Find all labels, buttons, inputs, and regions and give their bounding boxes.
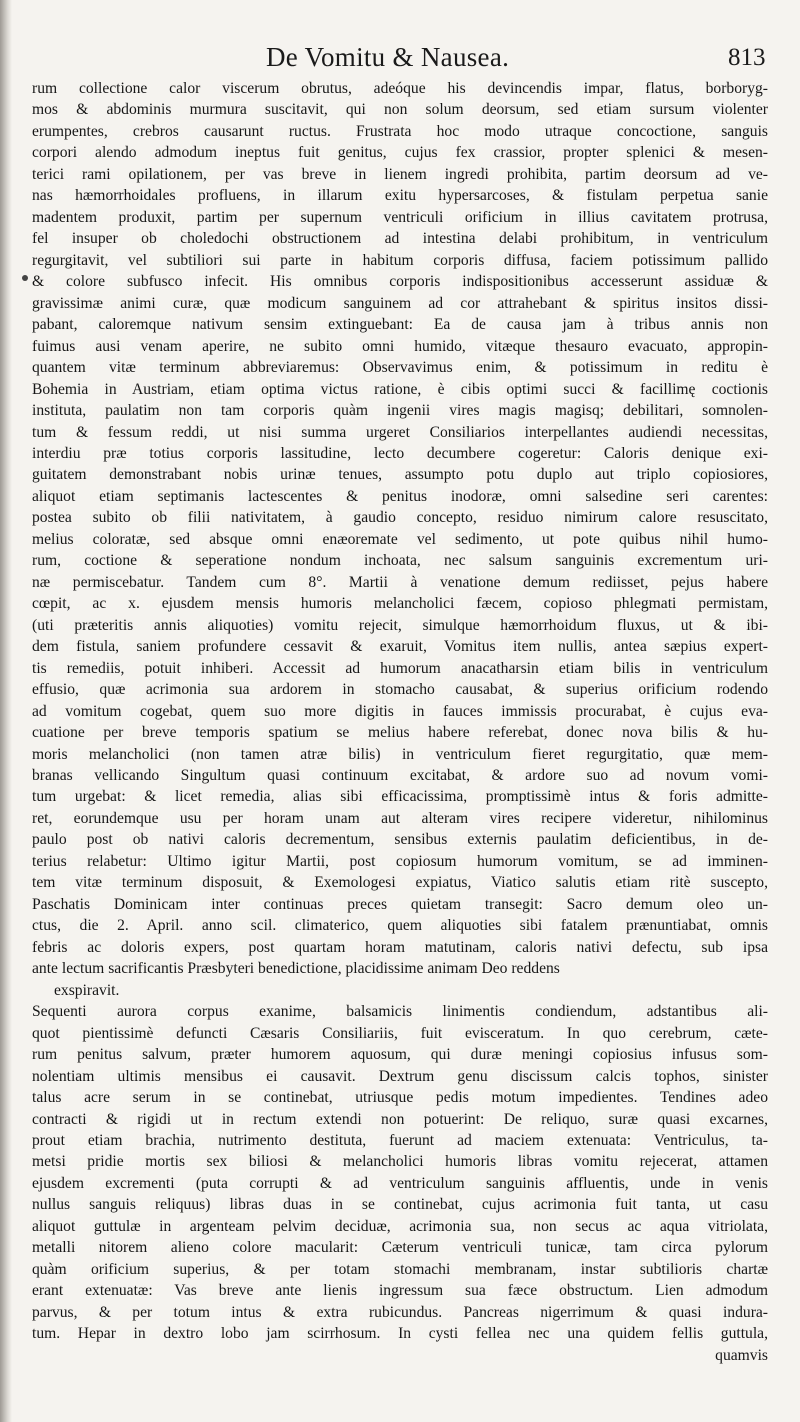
text-line: talus acre serum in se continebat, utriusque pedis motum impedientes. Tendines adeo <box>32 1089 768 1107</box>
body-text <box>32 78 768 1366</box>
text-line: aliquot etiam septimanis lactescentes & penitus inodoræ, omni salsedine seri carentes: <box>32 487 768 505</box>
text-line: cuatione per breve temporis spatium se melius habere referebat, donec nova bilis & hu- <box>32 724 768 742</box>
text-line: terici rami opilationem, per vas breve in lienem ingredi prohibita, partim deorsum ad ve- <box>32 165 768 183</box>
text-line: tem vitæ terminum disposuit, & Exemologesi expiatus, Viatico salutis etiam ritè suscepto, <box>32 874 768 892</box>
text-line: tum urgebat: & licet remedia, alias sibi efficacissima, promptissimè intus & foris admitte- <box>32 788 768 806</box>
text-line: ret, eorundemque usu per horam unam aut alteram vires recipere videretur, nihilominus <box>32 809 768 827</box>
text-line: (uti præteritis annis aliquoties) vomitu rejecit, simulque hæmorrhoidum fluxus, ut & ibi- <box>32 616 768 634</box>
text-line: febris ac doloris expers, post quartam horam matutinam, caloris nativi defectu, sub ipsa <box>32 938 768 956</box>
page-header <box>0 40 800 80</box>
text-line: erant extenuatæ: Vas breve ante lienis ingressum sua fæce obstructum. Lien admodum <box>32 1282 768 1300</box>
text-line: ad vomitum cogebat, quem suo more digitis in fauces immissis procurabat, è cujus eva- <box>32 702 768 720</box>
text-line: & colore subfusco infecit. His omnibus corporis indispositionibus accesserunt assiduæ & <box>32 273 768 291</box>
text-line: fuimus ausi venam aperire, ne subito omni humido, vitæque thesauro evacuato, appropin- <box>32 337 768 355</box>
text-line: interdiu præ totius corporis lassitudine, lecto decumbere cogeretur: Caloris denique exi- <box>32 444 768 462</box>
text-line: quantem vitæ terminum abbreviaremus: Observavimus enim, & potissimum in reditu è <box>32 359 768 377</box>
text-line: ctus, die 2. April. anno scil. climaterico, quem aliquoties sibi fatalem prænuntiabat, omnis <box>32 917 768 935</box>
text-line: contracti & rigidi ut in rectum extendi non potuerint: De reliquo, suræ quasi excarnes, <box>32 1110 768 1128</box>
text-line: gravissimæ animi curæ, quæ modicum sanguinem ad cor attrahebant & spiritus insitos dissi- <box>32 294 768 312</box>
text-line: Bohemia in Austriam, etiam optima victus ratione, è cibis optimi succi & facillimę coctionis <box>32 380 768 398</box>
text-line: quàm orificium superius, & per totam stomachi membranam, instar subtilioris chartæ <box>32 1260 768 1278</box>
text-line: regurgitavit, vel subtiliori sui parte in habitum corporis diffusa, faciem potissimum pallido <box>32 251 768 269</box>
text-line: rum, coctione & seperatione nondum inchoata, nec salsum sanguinis excrementum uri- <box>32 552 768 570</box>
text-line: metsi pridie mortis sex biliosi & melancholici humoris libras vomitu rejecerat, attamen <box>32 1153 768 1171</box>
text-line: ejusdem excrementi (puta corrupti & ad ventriculum sanguinis affluentis, unde in venis <box>32 1174 768 1192</box>
text-line: parvus, & per totum intus & extra rubicundus. Pancreas nigerrimum & quasi indura- <box>32 1303 768 1321</box>
text-line: guitatem demonstrabant nobis urinæ tenues, assumpto potu duplo aut triplo copiosiores, <box>32 466 768 484</box>
text-line: postea subito ob filii nativitatem, à gaudio concepto, residuo nimirum calore resuscitato, <box>32 509 768 527</box>
text-line: næ permiscebatur. Tandem cum 8°. Martii à venatione demum rediisset, pejus habere <box>32 573 768 591</box>
text-line: aliquot guttulæ in argenteam pelvim deciduæ, acrimonia sua, non secus ac aqua vitriolata, <box>32 1217 768 1235</box>
text-line: melius coloratæ, sed absque omni enæoremate vel sedimento, ut pote quibus nihil humo- <box>32 530 768 548</box>
text-line: cœpit, ac x. ejusdem mensis humoris melancholici fæcem, copioso phlegmati permistam, <box>32 595 768 613</box>
text-line: tum & fessum reddi, ut nisi summa urgeret Consiliarios interpellantes audiendi necessitas, <box>32 423 768 441</box>
text-line: quot pientissimè defuncti Cæsaris Consiliariis, fuit evisceratum. In quo cerebrum, cæte- <box>32 1024 768 1042</box>
text-line: nullus sanguis reliquus) libras duas in se continebat, cujus acrimonia fuit tanta, ut casu <box>32 1196 768 1214</box>
text-line: effusio, quæ acrimonia sua ardorem in stomacho causabat, & superius orificium rodendo <box>32 681 768 699</box>
text-line: prout etiam brachia, nutrimento destituta, fuerunt ad maciem extenuata: Ventriculus, ta- <box>32 1131 768 1149</box>
text-line: rum collectione calor viscerum obrutus, adeóque his devincendis impar, flatus, borboryg- <box>32 80 768 97</box>
text-line: Paschatis Dominicam inter continuas preces quietam transegit: Sacro demum oleo un- <box>32 895 768 913</box>
text-line: tis remediis, potuit inhiberi. Accessit ad humorum anacatharsin etiam bilis in ventriculum <box>32 659 768 677</box>
running-head: De Vomitu & Nausea. <box>266 42 510 72</box>
text-line: dem fistula, saniem profundere cessavit & exaruit, Vomitus item nullis, antea sæpius expert- <box>32 638 768 656</box>
text-line: metalli nitorem alieno colore macularit: Cæterum ventriculi tunicæ, tam circa pylorum <box>32 1239 768 1257</box>
text-line: tum. Hepar in dextro lobo jam scirrhosum. In cysti fellea nec una quidem fellis guttula, <box>32 1325 768 1343</box>
text-line: quamvis <box>715 1346 768 1364</box>
page-number: 813 <box>728 44 766 71</box>
text-line: branas vellicando Singultum quasi continuum excitabat, & ardore suo ad novum vomi- <box>32 767 768 784</box>
text-line: paulo post ob nativi caloris decrementum, sensibus externis paulatim deficientibus, in de- <box>32 831 768 849</box>
text-line: ante lectum sacrificantis Præsbyteri benedictione, placidissime animam Deo reddens <box>32 960 560 978</box>
binding-gutter <box>0 0 12 1422</box>
text-line: Sequenti aurora corpus exanime, balsamicis linimentis condiendum, adstantibus ali- <box>32 1003 768 1021</box>
text-line: terius relabetur: Ultimo igitur Martii, post copiosum humorum vomitum, se ad imminen- <box>32 852 768 870</box>
text-line: nolentiam ultimis mensibus ei causavit. Dextrum genu discissum calcis tophos, sinister <box>32 1067 768 1085</box>
text-line: nas hæmorrhoidales profluens, in illarum exitu hypersarcoses, & fistulam perpetua sanie <box>32 187 768 205</box>
text-line: rum penitus salvum, præter humorem aquosum, qui duræ meningi copiosius infusus som- <box>32 1046 768 1064</box>
text-line: madentem produxit, partim per supernum ventriculi orificium in illius cavitatem protrusa, <box>32 208 768 226</box>
text-line: erumpentes, crebros causarunt ructus. Frustrata hoc modo utraque concoctione, sanguis <box>32 122 768 140</box>
text-line: mos & abdominis murmura suscitavit, qui non solum deorsum, sed etiam sursum violenter <box>32 101 768 119</box>
text-line: instituta, paulatim non tam corporis quàm ingenii vires magis magisq; debilitari, somnolen- <box>32 402 768 420</box>
text-line: exspiravit. <box>54 981 120 999</box>
text-line: moris melancholici (non tamen atræ bilis) in ventriculum fieret regurgitatio, quæ mem- <box>32 745 768 763</box>
text-line: corpori alendo admodum ineptus fuit genitus, cujus fex crassior, propter splenici & mesen- <box>32 144 768 162</box>
text-line: pabant, caloremque nativum sensim extinguebant: Ea de causa jam à tribus annis non <box>32 316 768 334</box>
text-line: fel insuper ob choledochi obstructionem ad intestina delabi prohibitum, in ventriculum <box>32 230 768 248</box>
ink-blot-mark <box>22 275 28 281</box>
